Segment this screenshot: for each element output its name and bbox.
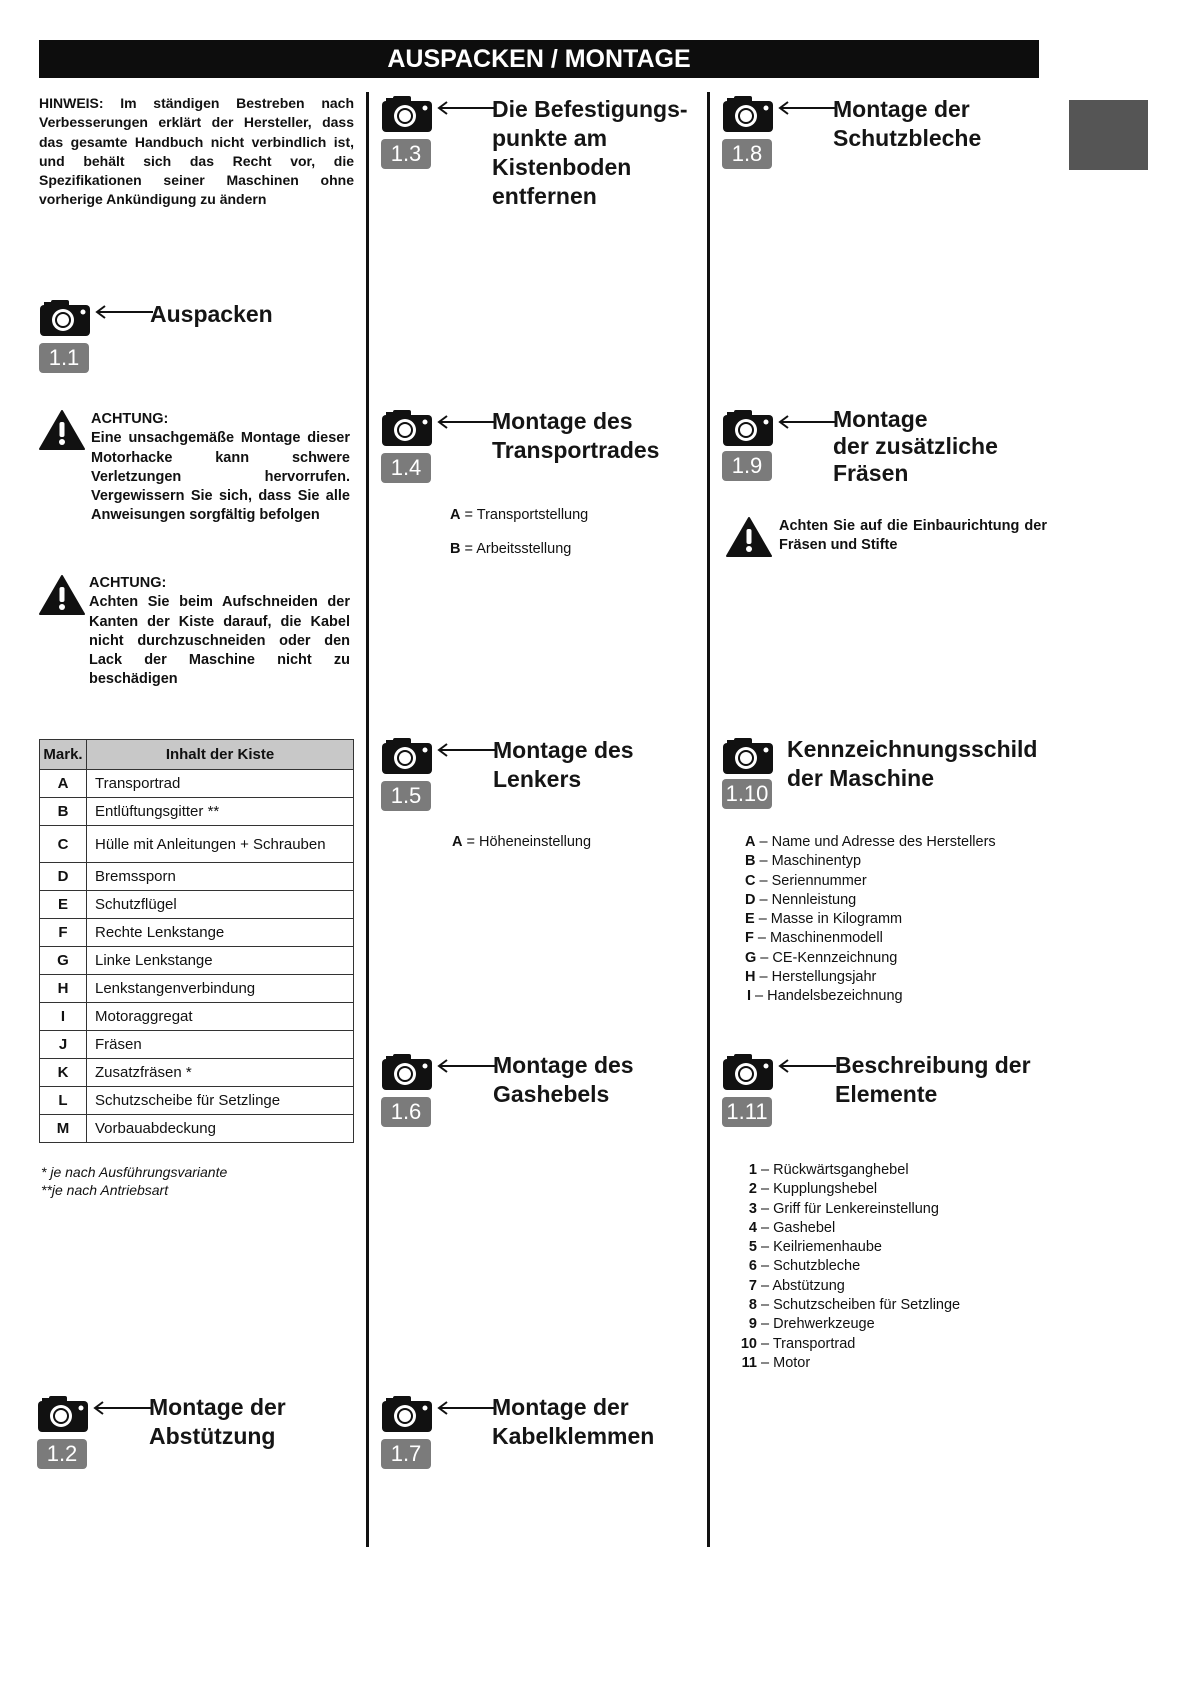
section-title: Montage der Abstützung xyxy=(149,1394,286,1449)
legend-1-4 xyxy=(450,506,588,560)
table-row xyxy=(40,1031,354,1059)
section-title: Montage der Kabelklemmen xyxy=(492,1394,655,1449)
row-mark: B xyxy=(40,798,87,826)
footnote: * je nach Ausführungsvariante xyxy=(41,1164,228,1180)
row-mark: K xyxy=(40,1059,87,1087)
legend-1-5 xyxy=(452,833,591,852)
row-item: Linke Lenkstange xyxy=(87,947,354,975)
legend-item: 8 – Schutzscheiben für Setzlinge xyxy=(748,1297,961,1314)
legend-item: C – Seriennummer xyxy=(745,872,867,889)
warning-body: Achten Sie beim Aufschneiden der Kanten der Kiste darauf, die Kabel nicht durchzuschneiden oder den Lack der Maschine nicht zu beschädigen xyxy=(89,594,350,688)
footnotes xyxy=(41,1163,227,1199)
section-title: Montage der Schutzbleche xyxy=(833,96,982,151)
figure-badge: 1.9 xyxy=(722,451,772,481)
row-mark: F xyxy=(40,919,87,947)
legend-1-11 xyxy=(738,1161,960,1373)
section-1-3 xyxy=(381,95,701,225)
column-header-mark: Mark. xyxy=(40,740,87,770)
column-divider-1 xyxy=(366,92,369,1547)
warning-text-3: Achten Sie auf die Einbaurichtung der Fräsen und Stifte xyxy=(779,518,1047,554)
legend-item: B – Maschinentyp xyxy=(745,853,862,870)
row-mark: E xyxy=(40,891,87,919)
row-mark: H xyxy=(40,975,87,1003)
page-header: AUSPACKEN / MONTAGE xyxy=(39,40,1039,78)
legend-item: G – CE-Kennzeichnung xyxy=(745,949,898,966)
arrow-left-icon xyxy=(778,1059,836,1073)
table-row xyxy=(40,1115,354,1143)
row-item: Bremssporn xyxy=(87,863,354,891)
warning-icon xyxy=(726,516,772,558)
column-divider-2 xyxy=(707,92,710,1547)
section-1-4 xyxy=(381,409,701,489)
table-row xyxy=(40,1003,354,1031)
legend-item: 3 – Griff für Lenkereinstellung xyxy=(748,1200,939,1217)
legend-item: A = Transportstellung xyxy=(450,507,589,523)
warning-body: Eine unsachgemäße Montage dieser Motorhacke kann schwere Verletzungen hervorrufen. Vergewissern Sie sich, dass Sie alle Anweisungen sorgfältig befolgen xyxy=(91,430,350,524)
legend-1-10 xyxy=(745,833,996,1007)
figure-badge: 1.3 xyxy=(381,139,431,169)
legend-item: F – Maschinenmodell xyxy=(745,930,883,947)
section-title: Die Befestigungs- punkte am Kistenboden entfernen xyxy=(492,96,688,209)
legend-item: I – Handelsbezeichnung xyxy=(747,988,903,1005)
row-item: Zusatzfräsen * xyxy=(87,1059,354,1087)
camera-icon xyxy=(381,1395,433,1433)
camera-icon xyxy=(722,737,774,775)
arrow-left-icon xyxy=(95,305,153,319)
table-header-row xyxy=(40,740,354,770)
row-mark: C xyxy=(40,826,87,863)
section-1-7 xyxy=(381,1395,701,1475)
legend-item: D – Nennleistung xyxy=(745,891,857,908)
row-item: Fräsen xyxy=(87,1031,354,1059)
row-item: Motoraggregat xyxy=(87,1003,354,1031)
table-row xyxy=(40,919,354,947)
row-item: Hülle mit Anleitungen + Schrauben xyxy=(87,826,354,863)
arrow-left-icon xyxy=(437,101,495,115)
legend-item: A = Höheneinstellung xyxy=(452,834,592,850)
row-mark: L xyxy=(40,1087,87,1115)
table-row xyxy=(40,947,354,975)
warning-icon xyxy=(39,409,85,451)
row-mark: G xyxy=(40,947,87,975)
row-item: Rechte Lenkstange xyxy=(87,919,354,947)
legend-item: 1 – Rückwärtsganghebel xyxy=(748,1162,909,1178)
section-1-9 xyxy=(722,406,1062,499)
column-header-contents: Inhalt der Kiste xyxy=(87,740,354,770)
row-mark: M xyxy=(40,1115,87,1143)
figure-badge: 1.11 xyxy=(722,1097,772,1127)
section-1-11 xyxy=(722,1053,1062,1133)
section-1-10 xyxy=(722,737,1062,817)
legend-item: 7 – Abstützung xyxy=(748,1277,845,1294)
section-title: Beschreibung der Elemente xyxy=(835,1052,1031,1107)
legend-item: A – Name und Adresse des Herstellers xyxy=(745,834,996,850)
camera-icon xyxy=(37,1395,89,1433)
camera-icon xyxy=(722,1053,774,1091)
figure-badge: 1.2 xyxy=(37,1439,87,1469)
figure-badge: 1.7 xyxy=(381,1439,431,1469)
section-1-1 xyxy=(39,299,359,379)
row-mark: J xyxy=(40,1031,87,1059)
row-item: Schutzflügel xyxy=(87,891,354,919)
row-mark: A xyxy=(40,770,87,798)
arrow-left-icon xyxy=(93,1401,151,1415)
table-row xyxy=(40,863,354,891)
section-1-2 xyxy=(37,1395,357,1475)
figure-badge: 1.6 xyxy=(381,1097,431,1127)
camera-icon xyxy=(722,409,774,447)
legend-item: 9 – Drehwerkzeuge xyxy=(748,1316,875,1333)
table-row xyxy=(40,975,354,1003)
row-mark: D xyxy=(40,863,87,891)
section-title: Auspacken xyxy=(150,301,273,327)
warning-text-1 xyxy=(91,410,350,526)
arrow-left-icon xyxy=(437,415,495,429)
contents-table xyxy=(39,739,354,1143)
row-item: Vorbauabdeckung xyxy=(87,1115,354,1143)
camera-icon xyxy=(722,95,774,133)
section-title: Montage der zusätzliche Fräsen xyxy=(833,406,998,486)
section-1-8 xyxy=(722,95,1062,175)
section-1-5 xyxy=(381,737,701,817)
row-item: Transportrad xyxy=(87,770,354,798)
legend-item: H – Herstellungsjahr xyxy=(745,969,877,986)
arrow-left-icon xyxy=(437,1401,495,1415)
legend-item: B = Arbeitsstellung xyxy=(450,541,572,558)
figure-badge: 1.10 xyxy=(722,779,772,809)
legend-item: E – Masse in Kilogramm xyxy=(745,911,903,928)
arrow-left-icon xyxy=(778,415,836,429)
figure-badge: 1.5 xyxy=(381,781,431,811)
row-mark: I xyxy=(40,1003,87,1031)
camera-icon xyxy=(381,409,433,447)
legend-item: 2 – Kupplungshebel xyxy=(748,1181,878,1198)
row-item: Entlüftungsgitter ** xyxy=(87,798,354,826)
warning-text-2 xyxy=(89,574,350,690)
table-row xyxy=(40,798,354,826)
camera-icon xyxy=(39,299,91,337)
figure-badge: 1.4 xyxy=(381,453,431,483)
figure-badge: 1.1 xyxy=(39,343,89,373)
warning-heading: ACHTUNG: xyxy=(89,575,167,591)
legend-item: 11 – Motor xyxy=(741,1354,811,1371)
section-title: Kennzeichnungsschild der Maschine xyxy=(787,736,1038,791)
camera-icon xyxy=(381,737,433,775)
camera-icon xyxy=(381,95,433,133)
section-title: Montage des Lenkers xyxy=(493,737,634,792)
row-item: Schutzscheibe für Setzlinge xyxy=(87,1087,354,1115)
footnote: **je nach Antriebsart xyxy=(41,1182,169,1198)
arrow-left-icon xyxy=(778,101,836,115)
table-row xyxy=(40,891,354,919)
section-1-6 xyxy=(381,1053,701,1133)
arrow-left-icon xyxy=(437,1059,495,1073)
section-title: Montage des Transportrades xyxy=(492,408,660,463)
table-row xyxy=(40,1059,354,1087)
table-row xyxy=(40,826,354,863)
legend-item: 4 – Gashebel xyxy=(748,1219,836,1236)
table-row xyxy=(40,770,354,798)
row-item: Lenkstangenverbindung xyxy=(87,975,354,1003)
section-title: Montage des Gashebels xyxy=(493,1052,634,1107)
warning-heading: ACHTUNG: xyxy=(91,411,169,427)
camera-icon xyxy=(381,1053,433,1091)
section-tab-marker xyxy=(1069,100,1148,170)
legend-item: 5 – Keilriemenhaube xyxy=(748,1239,882,1256)
arrow-left-icon xyxy=(437,743,495,757)
warning-icon xyxy=(39,574,85,616)
legend-item: 6 – Schutzbleche xyxy=(748,1258,861,1275)
figure-badge: 1.8 xyxy=(722,139,772,169)
legend-item: 10 – Transportrad xyxy=(740,1335,856,1352)
notice-text: HINWEIS: Im ständigen Bestreben nach Verbesserungen erklärt der Hersteller, dass das gesamte Handbuch nicht verbindlich ist, und behält sich das Recht vor, die Spezifikationen seiner Maschinen ohne vorherige Ankündigung zu ändern xyxy=(39,95,354,208)
table-row xyxy=(40,1087,354,1115)
